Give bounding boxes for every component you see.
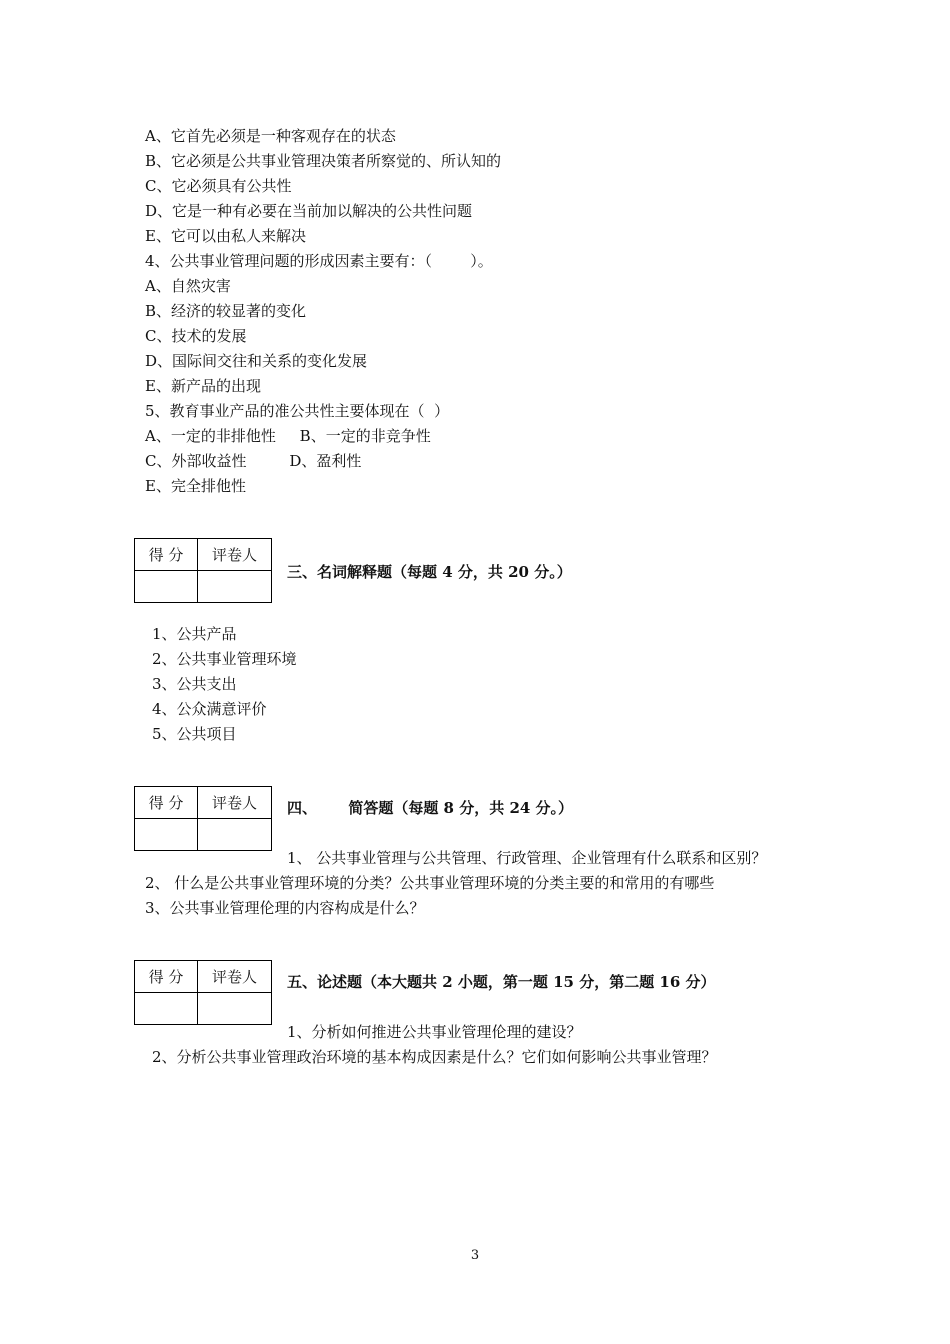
q3-option-c: C、它必须具有公共性 [145,177,292,195]
score-box-section3 [134,538,272,603]
q4-option-a: A、自然灾害 [145,277,231,295]
section3-title: 三、名词解释题（每题 4 分，共 20 分。） [287,563,572,581]
q5-option-e: E、完全排他性 [145,477,246,495]
q3-option-b: B、它必须是公共事业管理决策者所察觉的、所认知的 [145,152,502,170]
score-box-section4 [134,786,272,851]
grader-label: 评卷人 [198,787,272,819]
score-label: 得 分 [135,787,198,819]
score-box-section5 [134,960,272,1025]
section4-item-1: 1、 公共事业管理与公共管理、行政管理、企业管理有什么联系和区别？ [287,849,767,867]
grader-label: 评卷人 [198,539,272,571]
q4-option-e: E、新产品的出现 [145,377,261,395]
grader-cell[interactable] [198,571,272,603]
grader-cell[interactable] [198,819,272,851]
section5-title: 五、论述题（本大题共 2 小题，第一题 15 分，第二题 16 分） [287,973,716,991]
page-number: 3 [470,1248,480,1263]
score-label: 得 分 [135,961,198,993]
q4-option-d: D、国际间交往和关系的变化发展 [145,352,368,370]
score-cell[interactable] [135,993,198,1025]
q3-option-e: E、它可以由私人来解决 [145,227,306,245]
q3-option-a: A、它首先必须是一种客观存在的状态 [145,127,396,145]
q5-options-ab: A、一定的非排他性 B、一定的非竞争性 [145,427,431,445]
section3-item-2: 2、公共事业管理环境 [152,650,297,668]
score-cell[interactable] [135,819,198,851]
section3-item-1: 1、公共产品 [152,625,237,643]
grader-cell[interactable] [198,993,272,1025]
section4-item-3: 3、公共事业管理伦理的内容构成是什么？ [145,899,425,917]
section3-item-5: 5、公共项目 [152,725,237,743]
section5-item-2: 2、分析公共事业管理政治环境的基本构成因素是什么？它们如何影响公共事业管理？ [152,1048,717,1066]
q4-option-c: C、技术的发展 [145,327,247,345]
q4-option-b: B、经济的较显著的变化 [145,302,307,320]
section3-item-3: 3、公共支出 [152,675,237,693]
q5-options-cd: C、外部收益性 D、盈利性 [145,452,362,470]
q3-option-d: D、它是一种有必要在当前加以解决的公共性问题 [145,202,473,220]
section4-title: 四、 简答题（每题 8 分，共 24 分。） [287,799,574,817]
section5-item-1: 1、分析如何推进公共事业管理伦理的建设？ [287,1023,582,1041]
q4-question: 4、公共事业管理问题的形成因素主要有：（ ）。 [145,252,493,270]
grader-label: 评卷人 [198,961,272,993]
section3-item-4: 4、公众满意评价 [152,700,267,718]
section4-item-2: 2、 什么是公共事业管理环境的分类？公共事业管理环境的分类主要的和常用的有哪些 [145,874,715,892]
score-cell[interactable] [135,571,198,603]
score-label: 得 分 [135,539,198,571]
q5-question: 5、教育事业产品的准公共性主要体现在（ ） [145,402,450,420]
